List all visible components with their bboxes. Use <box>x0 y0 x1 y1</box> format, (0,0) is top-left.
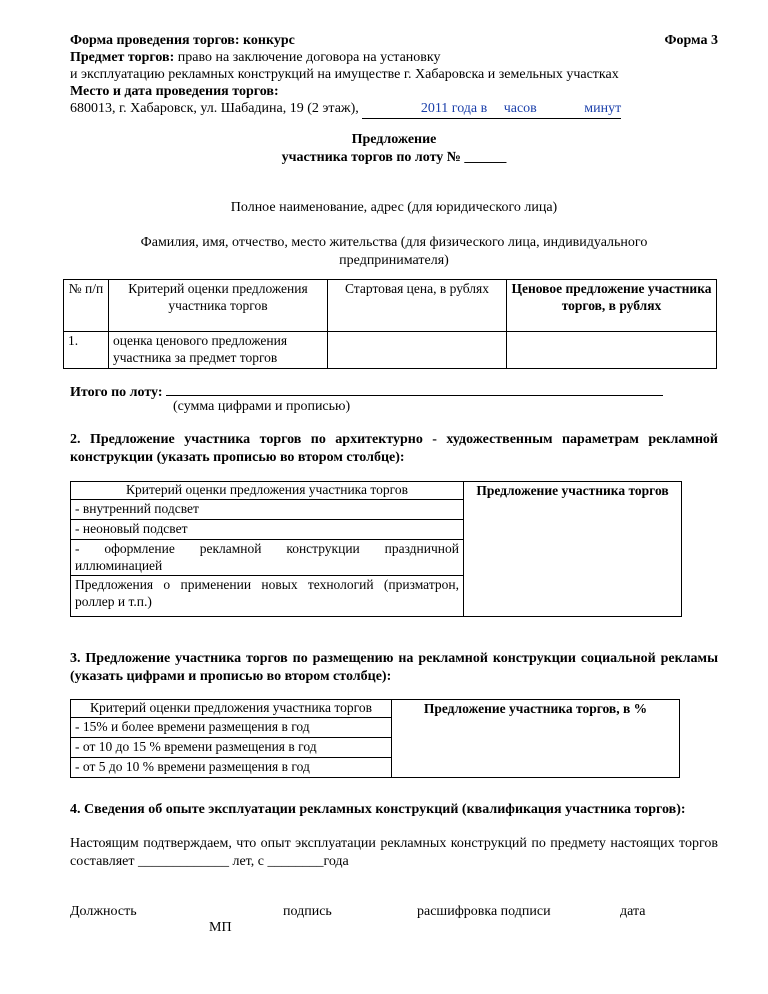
social-ads-table <box>70 699 680 778</box>
form-number: Форма 3 <box>664 33 718 48</box>
social-offer-header: Предложение участника торгов, в % <box>392 700 680 778</box>
address: 680013, г. Хабаровск, ул. Шабадина, 19 (2 этаж), <box>70 101 363 116</box>
row-number: 1. <box>64 332 109 369</box>
form-header <box>70 32 718 117</box>
col-number-header: № п/п <box>64 280 109 332</box>
design-item-new-tech: Предложения о применении новых технологий (призматрон, роллер и т.п.) <box>71 576 464 617</box>
social-item-15: - 15% и более времени размещения в год <box>71 717 392 737</box>
row-price-offer[interactable] <box>507 332 717 369</box>
total-field[interactable] <box>166 381 663 396</box>
col-start-price-header: Стартовая цена, в рублях <box>328 280 507 332</box>
title-line2: участника торгов по лоту № ______ <box>281 149 507 165</box>
col-price-offer-header: Ценовое предложение участника торгов, в рублях <box>507 280 717 332</box>
design-criterion-header: Критерий оценки предложения участника торгов <box>71 482 464 500</box>
signature-decode: расшифровка подписи <box>417 904 551 919</box>
row-start-price[interactable] <box>328 332 507 369</box>
total-hint: (сумма цифрами и прописью) <box>173 399 351 414</box>
document-title <box>70 131 718 166</box>
social-item-10-15: - от 10 до 15 % времени размещения в год <box>71 737 392 757</box>
total-line <box>70 381 718 402</box>
date-hours: часов <box>491 100 549 119</box>
social-item-5-10: - от 5 до 10 % времени размещения в год <box>71 757 392 777</box>
section4-title: 4. Сведения об опыте эксплуатации рекламных конструкций (квалификация участника торгов): <box>70 802 686 817</box>
design-item-illumination: - оформление рекламной конструкции праздничной иллюминацией <box>71 539 464 576</box>
design-item-internal-light: - внутренний подсвет <box>71 499 464 519</box>
person-caption: Фамилия, имя, отчество, место жительства (для физического лица, индивидуального предпринимателя) <box>140 235 648 268</box>
design-item-neon-light: - неоновый подсвет <box>71 519 464 539</box>
signature-date: дата <box>620 904 646 919</box>
stamp-place: МП <box>209 920 232 935</box>
section2-title: 2. Предложение участника торгов по архитектурно - художественным параметрам рекламной конструкции (указать прописью во втором столбце): <box>70 432 718 465</box>
col-criterion-header: Критерий оценки предложения участника торгов <box>109 280 328 332</box>
design-table <box>70 481 682 617</box>
subject-label: Предмет торгов: <box>70 50 175 65</box>
signature-position: Должность <box>70 904 137 919</box>
date-minutes: минут <box>549 100 621 119</box>
legal-entity-caption: Полное наименование, адрес (для юридического лица) <box>230 200 558 215</box>
form-type: Форма проведения торгов: конкурс <box>70 33 295 48</box>
section4-text: Настоящим подтверждаем, что опыт эксплуатации рекламных конструкций по предмету настоящих торгов составляет _____________ лет, с ________года <box>70 836 718 869</box>
subject-text: право на заключение договора на установку <box>174 50 441 65</box>
subject-line2: и эксплуатацию рекламных конструкций на имуществе г. Хабаровска и земельных участках <box>70 67 619 82</box>
section3-title: 3. Предложение участника торгов по размещению на рекламной конструкции социальной рекламы (указать цифрами и прописью во втором столбце): <box>70 651 718 684</box>
row-criterion: оценка ценового предложения участника за предмет торгов <box>109 332 328 369</box>
total-label: Итого по лоту: <box>70 385 163 400</box>
date-year: 2011 года в <box>362 100 491 119</box>
table-row <box>64 332 717 369</box>
design-offer-header: Предложение участника торгов <box>464 482 682 617</box>
title-line1: Предложение <box>351 132 437 147</box>
price-table <box>63 279 717 369</box>
place-label: Место и дата проведения торгов: <box>70 84 279 99</box>
social-criterion-header: Критерий оценки предложения участника торгов <box>71 700 392 718</box>
signature-sign: подпись <box>283 904 332 919</box>
